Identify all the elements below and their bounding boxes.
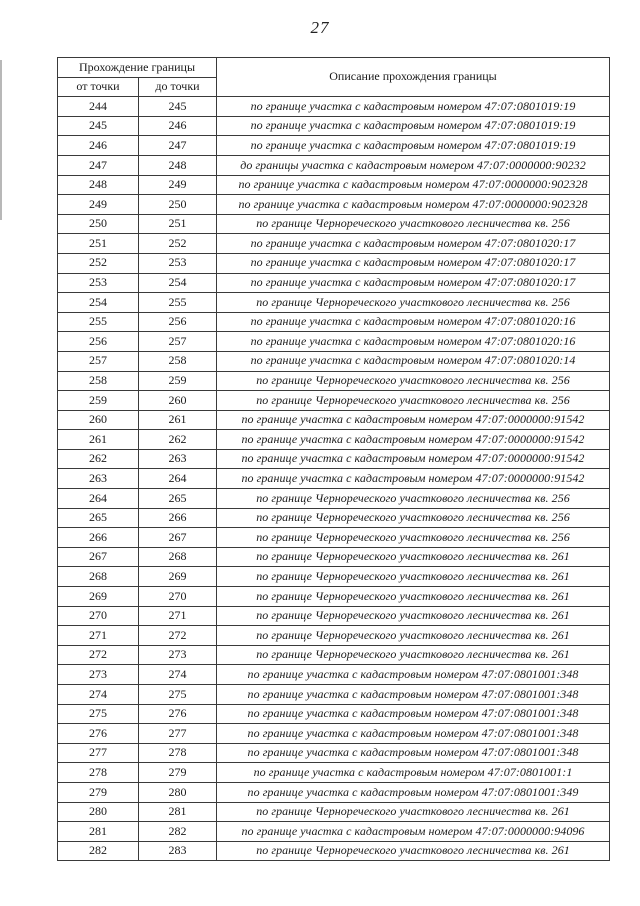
table-row	[58, 547, 610, 567]
table-row	[58, 685, 610, 705]
description-cell: по границе участка с кадастровым номером 47:07:0801001:348	[217, 743, 610, 763]
description-cell: по границе Чернореческого участкового лесничества кв. 256	[217, 391, 610, 411]
description-cell: по границе участка с кадастровым номером 47:07:0801020:14	[217, 351, 610, 371]
to-point-cell: 282	[139, 822, 217, 842]
description-cell: по границе участка с кадастровым номером 47:07:0000000:91542	[217, 430, 610, 450]
description-cell: по границе Чернореческого участкового лесничества кв. 256	[217, 508, 610, 528]
to-point-cell: 278	[139, 743, 217, 763]
to-point-cell: 264	[139, 469, 217, 489]
from-point-cell: 264	[58, 489, 139, 509]
to-point-cell: 265	[139, 489, 217, 509]
description-cell: по границе участка с кадастровым номером 47:07:0801020:16	[217, 312, 610, 332]
description-cell: по границе участка с кадастровым номером 47:07:0801001:1	[217, 763, 610, 783]
from-point-cell: 246	[58, 136, 139, 156]
table-row	[58, 332, 610, 352]
from-point-cell: 260	[58, 410, 139, 430]
table-row	[58, 293, 610, 313]
from-point-cell: 245	[58, 116, 139, 136]
description-cell: по границе участка с кадастровым номером 47:07:0801001:348	[217, 685, 610, 705]
description-cell: по границе Чернореческого участкового лесничества кв. 261	[217, 802, 610, 822]
table-row	[58, 782, 610, 802]
to-point-cell: 246	[139, 116, 217, 136]
table-row	[58, 587, 610, 607]
to-point-cell: 255	[139, 293, 217, 313]
table-row	[58, 273, 610, 293]
to-point-cell: 283	[139, 841, 217, 861]
to-point-cell: 252	[139, 234, 217, 254]
to-point-cell: 266	[139, 508, 217, 528]
description-cell: по границе Чернореческого участкового лесничества кв. 256	[217, 528, 610, 548]
table-row	[58, 116, 610, 136]
to-point-cell: 279	[139, 763, 217, 783]
to-point-cell: 263	[139, 449, 217, 469]
from-point-cell: 275	[58, 704, 139, 724]
from-point-cell: 248	[58, 175, 139, 195]
description-cell: по границе участка с кадастровым номером 47:07:0801020:17	[217, 234, 610, 254]
from-point-cell: 279	[58, 782, 139, 802]
table-row	[58, 822, 610, 842]
table-row	[58, 645, 610, 665]
to-point-cell: 245	[139, 97, 217, 117]
description-cell: по границе Чернореческого участкового лесничества кв. 261	[217, 626, 610, 646]
from-point-cell: 263	[58, 469, 139, 489]
description-cell: по границе участка с кадастровым номером 47:07:0801019:19	[217, 116, 610, 136]
table-row	[58, 371, 610, 391]
table-header	[58, 58, 610, 97]
from-point-cell: 247	[58, 155, 139, 175]
description-cell: по границе участка с кадастровым номером 47:07:0000000:91542	[217, 469, 610, 489]
description-cell: по границе Чернореческого участкового лесничества кв. 256	[217, 214, 610, 234]
to-point-cell: 257	[139, 332, 217, 352]
to-point-cell: 277	[139, 724, 217, 744]
description-cell: по границе участка с кадастровым номером 47:07:0000000:91542	[217, 449, 610, 469]
table-row	[58, 626, 610, 646]
from-point-cell: 282	[58, 841, 139, 861]
to-point-cell: 258	[139, 351, 217, 371]
from-point-cell: 249	[58, 195, 139, 215]
table-row	[58, 606, 610, 626]
to-point-cell: 247	[139, 136, 217, 156]
table-row	[58, 489, 610, 509]
table-row	[58, 469, 610, 489]
to-point-cell: 248	[139, 155, 217, 175]
description-cell: по границе Чернореческого участкового лесничества кв. 256	[217, 371, 610, 391]
to-point-cell: 253	[139, 253, 217, 273]
description-cell: по границе участка с кадастровым номером 47:07:0801001:349	[217, 782, 610, 802]
from-point-cell: 251	[58, 234, 139, 254]
from-point-cell: 256	[58, 332, 139, 352]
from-point-cell: 262	[58, 449, 139, 469]
table-row	[58, 214, 610, 234]
from-point-cell: 278	[58, 763, 139, 783]
to-point-cell: 256	[139, 312, 217, 332]
description-cell: по границе участка с кадастровым номером 47:07:0000000:902328	[217, 175, 610, 195]
table-row	[58, 195, 610, 215]
description-cell: по границе участка с кадастровым номером 47:07:0801001:348	[217, 704, 610, 724]
from-point-cell: 270	[58, 606, 139, 626]
from-point-cell: 280	[58, 802, 139, 822]
description-cell: по границе участка с кадастровым номером 47:07:0801001:348	[217, 665, 610, 685]
table-row	[58, 136, 610, 156]
scan-edge-mark	[0, 60, 2, 220]
to-point-cell: 259	[139, 371, 217, 391]
to-point-cell: 281	[139, 802, 217, 822]
from-point-cell: 253	[58, 273, 139, 293]
header-row-1	[58, 58, 610, 78]
to-point-cell: 251	[139, 214, 217, 234]
table-row	[58, 704, 610, 724]
description-cell: по границе Чернореческого участкового лесничества кв. 261	[217, 841, 610, 861]
table-row	[58, 743, 610, 763]
header-from-point: от точки	[58, 77, 139, 97]
from-point-cell: 258	[58, 371, 139, 391]
from-point-cell: 272	[58, 645, 139, 665]
from-point-cell: 250	[58, 214, 139, 234]
table-row	[58, 155, 610, 175]
to-point-cell: 249	[139, 175, 217, 195]
to-point-cell: 271	[139, 606, 217, 626]
to-point-cell: 261	[139, 410, 217, 430]
from-point-cell: 277	[58, 743, 139, 763]
to-point-cell: 273	[139, 645, 217, 665]
description-cell: по границе Чернореческого участкового лесничества кв. 261	[217, 645, 610, 665]
table-row	[58, 351, 610, 371]
from-point-cell: 252	[58, 253, 139, 273]
from-point-cell: 266	[58, 528, 139, 548]
description-cell: по границе участка с кадастровым номером 47:07:0801020:17	[217, 253, 610, 273]
table-row	[58, 410, 610, 430]
description-cell: до границы участка с кадастровым номером 47:07:0000000:90232	[217, 155, 610, 175]
to-point-cell: 274	[139, 665, 217, 685]
description-cell: по границе Чернореческого участкового лесничества кв. 261	[217, 606, 610, 626]
table-row	[58, 312, 610, 332]
description-cell: по границе участка с кадастровым номером 47:07:0801020:16	[217, 332, 610, 352]
header-group-label: Прохождение границы	[58, 58, 217, 78]
table-row	[58, 528, 610, 548]
to-point-cell: 262	[139, 430, 217, 450]
description-cell: по границе Чернореческого участкового лесничества кв. 261	[217, 547, 610, 567]
table-row	[58, 391, 610, 411]
table-row	[58, 763, 610, 783]
to-point-cell: 250	[139, 195, 217, 215]
table-row	[58, 175, 610, 195]
description-cell: по границе участка с кадастровым номером 47:07:0801019:19	[217, 136, 610, 156]
from-point-cell: 257	[58, 351, 139, 371]
from-point-cell: 269	[58, 587, 139, 607]
from-point-cell: 281	[58, 822, 139, 842]
description-cell: по границе Чернореческого участкового лесничества кв. 261	[217, 567, 610, 587]
description-cell: по границе участка с кадастровым номером 47:07:0801020:17	[217, 273, 610, 293]
from-point-cell: 261	[58, 430, 139, 450]
boundary-table	[57, 57, 610, 861]
description-cell: по границе участка с кадастровым номером 47:07:0801019:19	[217, 97, 610, 117]
table-row	[58, 97, 610, 117]
table-row	[58, 567, 610, 587]
from-point-cell: 267	[58, 547, 139, 567]
table-row	[58, 802, 610, 822]
to-point-cell: 254	[139, 273, 217, 293]
from-point-cell: 265	[58, 508, 139, 528]
header-description: Описание прохождения границы	[217, 58, 610, 97]
table-row	[58, 449, 610, 469]
to-point-cell: 270	[139, 587, 217, 607]
description-cell: по границе Чернореческого участкового лесничества кв. 256	[217, 293, 610, 313]
header-to-point: до точки	[139, 77, 217, 97]
from-point-cell: 255	[58, 312, 139, 332]
from-point-cell: 274	[58, 685, 139, 705]
from-point-cell: 271	[58, 626, 139, 646]
table-row	[58, 724, 610, 744]
to-point-cell: 272	[139, 626, 217, 646]
description-cell: по границе участка с кадастровым номером 47:07:0000000:902328	[217, 195, 610, 215]
to-point-cell: 268	[139, 547, 217, 567]
to-point-cell: 275	[139, 685, 217, 705]
from-point-cell: 273	[58, 665, 139, 685]
table-row	[58, 253, 610, 273]
page-number: 27	[310, 18, 330, 37]
table-row	[58, 430, 610, 450]
table-body	[58, 97, 610, 861]
description-cell: по границе Чернореческого участкового лесничества кв. 261	[217, 587, 610, 607]
table-row	[58, 841, 610, 861]
to-point-cell: 260	[139, 391, 217, 411]
description-cell: по границе участка с кадастровым номером 47:07:0801001:348	[217, 724, 610, 744]
table-row	[58, 234, 610, 254]
to-point-cell: 269	[139, 567, 217, 587]
to-point-cell: 276	[139, 704, 217, 724]
table-row	[58, 508, 610, 528]
description-cell: по границе участка с кадастровым номером 47:07:0000000:94096	[217, 822, 610, 842]
description-cell: по границе участка с кадастровым номером 47:07:0000000:91542	[217, 410, 610, 430]
to-point-cell: 280	[139, 782, 217, 802]
from-point-cell: 276	[58, 724, 139, 744]
from-point-cell: 259	[58, 391, 139, 411]
from-point-cell: 268	[58, 567, 139, 587]
from-point-cell: 254	[58, 293, 139, 313]
to-point-cell: 267	[139, 528, 217, 548]
from-point-cell: 244	[58, 97, 139, 117]
table-row	[58, 665, 610, 685]
description-cell: по границе Чернореческого участкового лесничества кв. 256	[217, 489, 610, 509]
